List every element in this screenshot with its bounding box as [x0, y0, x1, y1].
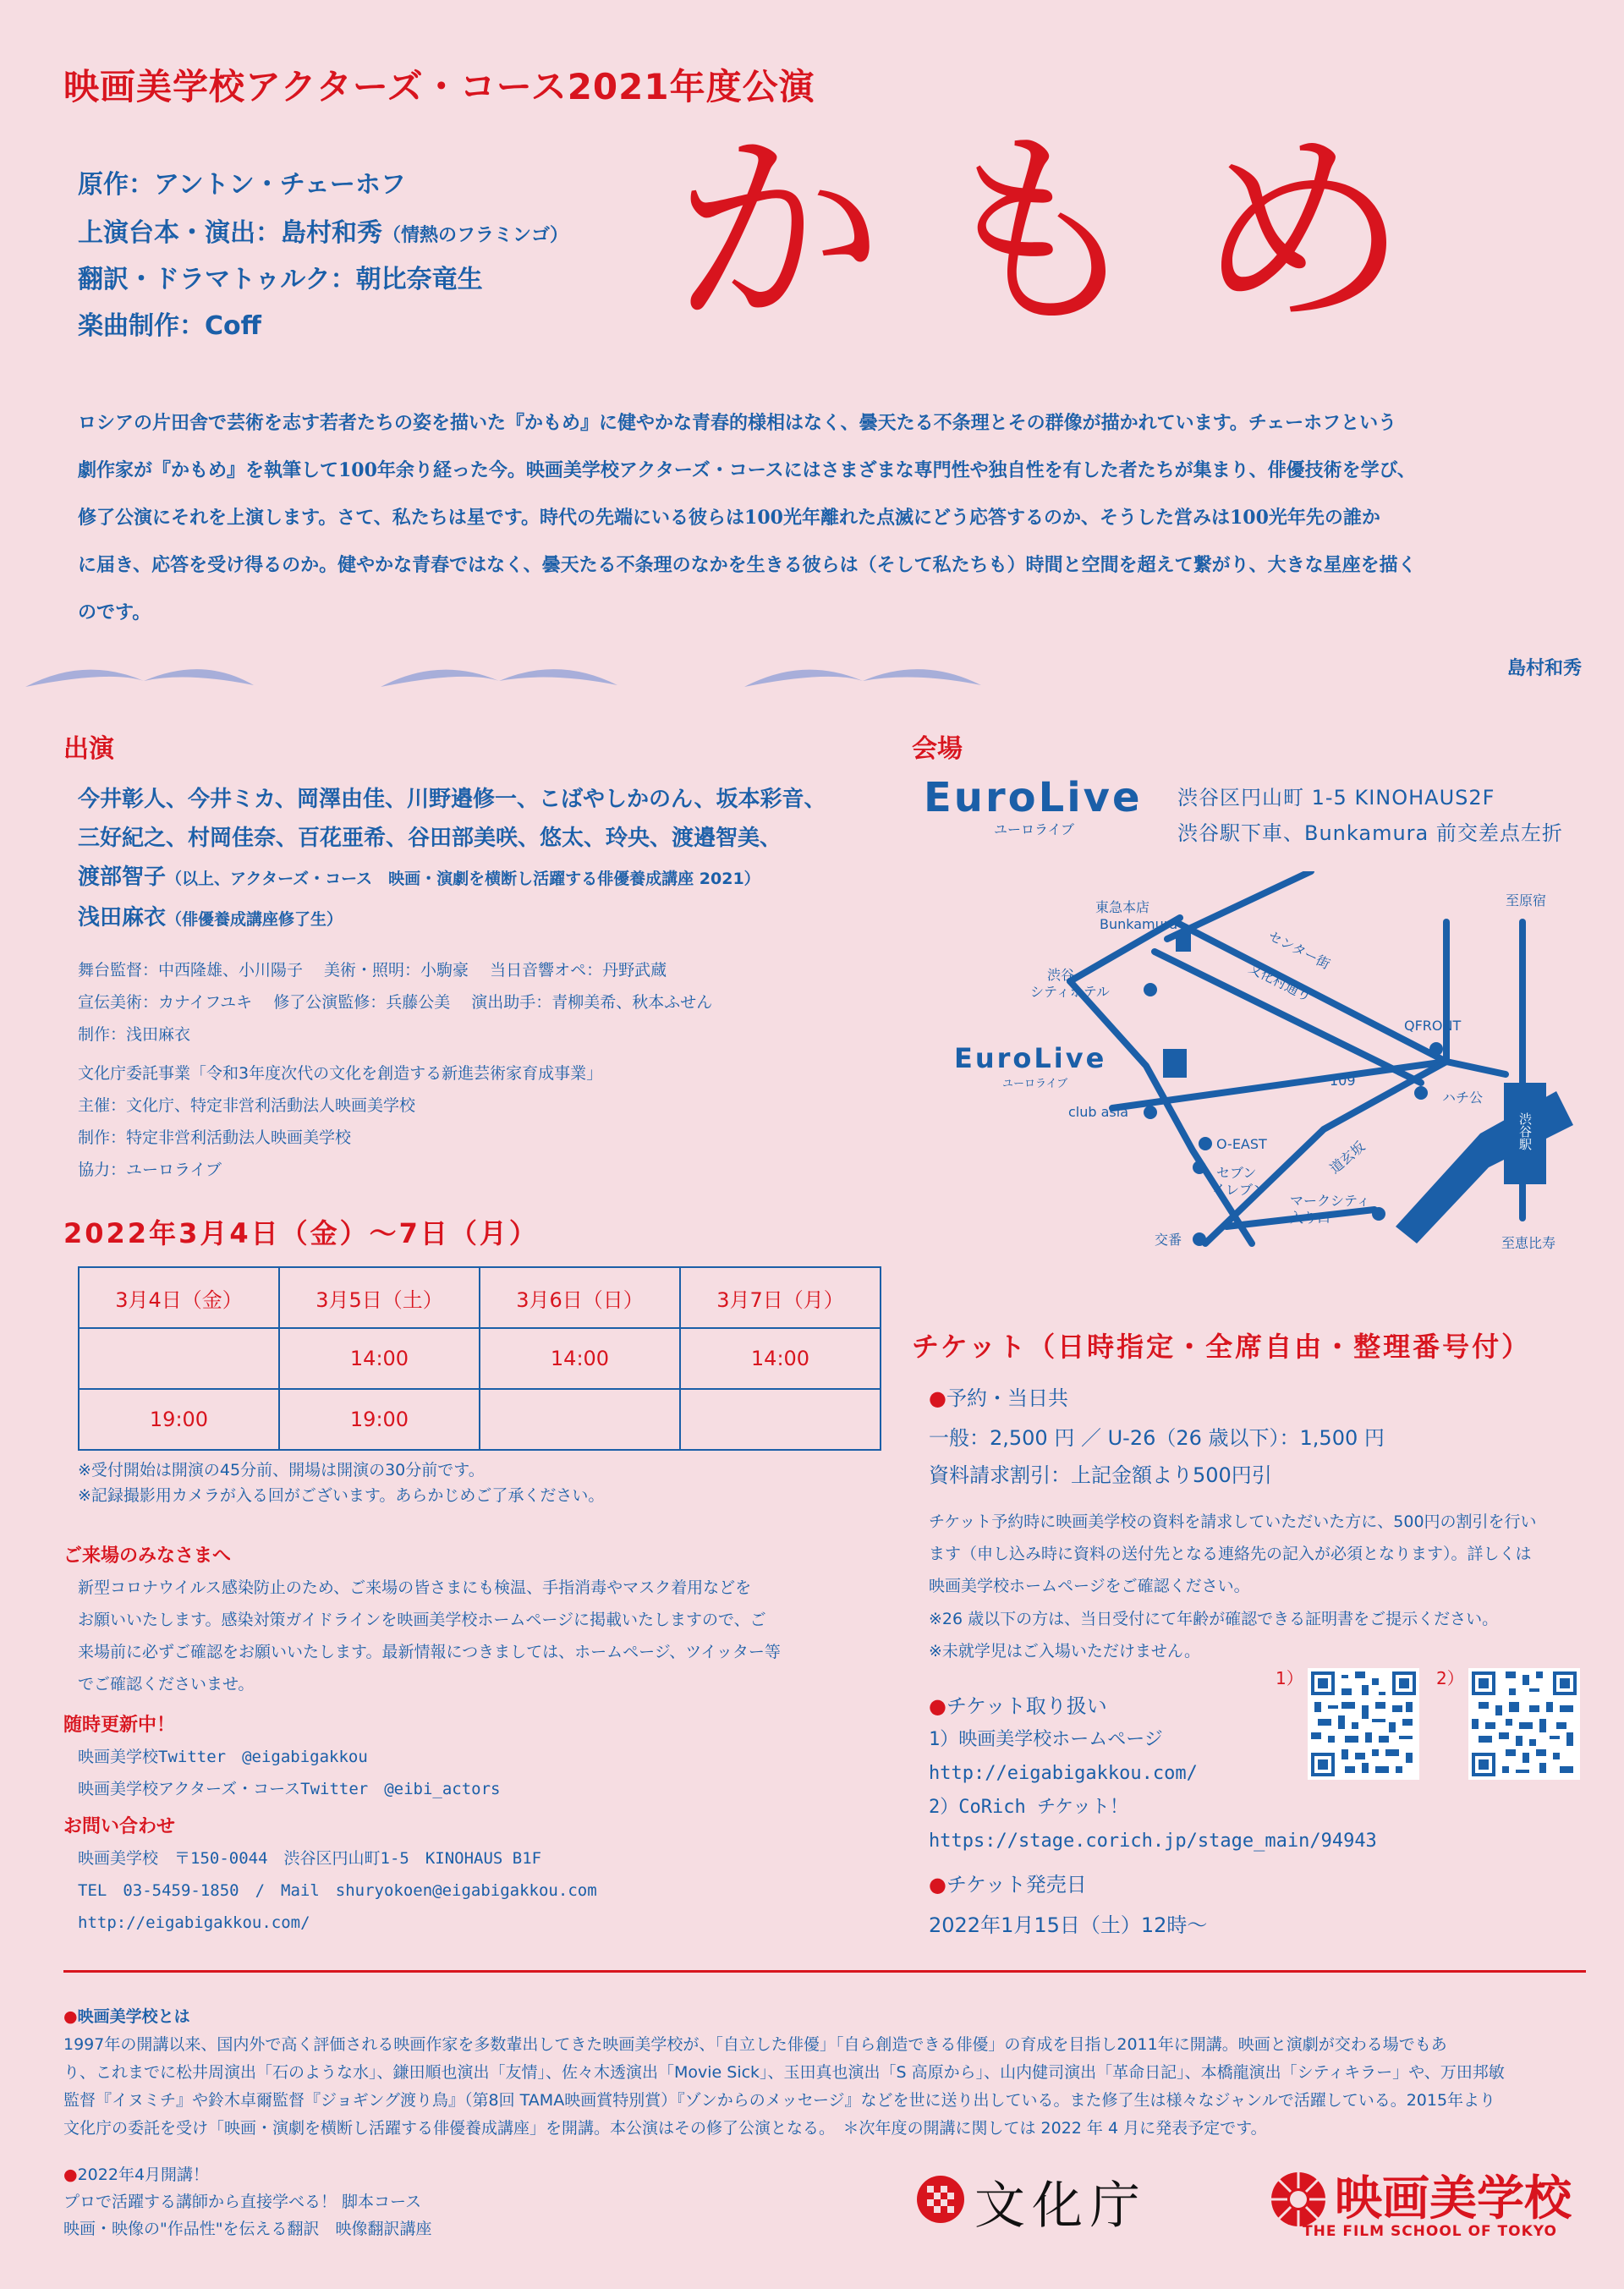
ticket-discount-text: 映画美学校ホームページをご確認ください。 — [929, 1577, 1250, 1595]
visitors-line: 新型コロナウイルス感染防止のため、ご来場の皆さまにも検温、手指消毒やマスク着用などを — [78, 1578, 752, 1597]
school-logo-mark — [1269, 2170, 1328, 2229]
ticket-sub1: ●予約・当日共 — [929, 1386, 1068, 1410]
course-open-label: ●2022年4月開講！ — [63, 2165, 210, 2184]
schedule-cell: 19:00 — [79, 1389, 279, 1450]
map-road — [1112, 1062, 1446, 1108]
map-point — [1144, 983, 1157, 996]
schedule-date: 3月5日（土） — [279, 1267, 480, 1328]
venue-address — [1177, 780, 1563, 851]
twitter-link[interactable]: 映画美学校Twitter @eigabigakkou — [78, 1748, 368, 1766]
visitors-line: 来場前に必ずご確認をお願いいたします。最新情報につきましては、ホームページ、ツイッター等 — [78, 1643, 781, 1661]
map-label: ハチ公 — [1442, 1090, 1484, 1106]
qr-label-2: 2） — [1436, 1668, 1464, 1688]
performance-dates: 2022年3月4日（金）〜7日（月） — [63, 1217, 539, 1249]
credit-translation: 翻訳・ドラマトゥルク：朝比奈竜生 — [78, 265, 483, 294]
bullet-icon: ● — [929, 1386, 946, 1410]
schedule-notes — [78, 1457, 604, 1508]
qr-code-1[interactable] — [1308, 1668, 1419, 1780]
bullet-icon: ● — [929, 1873, 946, 1897]
map-label: Bunkamura — [1100, 916, 1178, 932]
map-label: センター街 — [1265, 927, 1333, 973]
schedule-date: 3月4日（金） — [79, 1267, 279, 1328]
map-eurolive-kana: ユーロライブ — [1002, 1078, 1068, 1090]
contact-url[interactable]: http://eigabigakkou.com/ — [78, 1913, 310, 1932]
ticket-discount-line: 資料請求割引：上記金額より500円引 — [929, 1463, 1272, 1487]
play-title: かもめ — [672, 109, 1459, 355]
handling-url[interactable]: https://stage.corich.jp/stage_main/94943 — [929, 1831, 1377, 1852]
schedule-cell: 19:00 — [279, 1389, 480, 1450]
intro-line: に届き、応答を受け得るのか。健やかな青春ではなく、曇天たる不条理のなかを生きる彼らは（そして私たちも）時間と空間を超えて繋がり、大きな星座を描く — [78, 554, 1417, 576]
eurolive-marker — [1163, 1049, 1187, 1078]
agency-logo: 文化庁 — [974, 2176, 1147, 2236]
map-label: 至原宿 — [1506, 892, 1547, 908]
ticket-sub2: ●チケット取り扱い — [929, 1694, 1107, 1718]
intro-line: 劇作家が『かもめ』を執筆して100年余り経った今。映画美学校アクターズ・コースにはさまざまな専門性や独自性を有した者たちが集まり、俳優技術を学び、 — [78, 459, 1416, 481]
contact-address: 映画美学校 〒150-0044 渋谷区円山町1-5 KINOHAUS B1F — [78, 1849, 542, 1868]
map-road — [1446, 1062, 1506, 1074]
ticket-sub3: ●チケット発売日 — [929, 1873, 1087, 1897]
schedule-row — [79, 1389, 881, 1450]
map-road — [1155, 952, 1421, 1083]
staff-line: 宣伝美術：カナイフユキ 修了公演監修：兵藤公美 演出助手：青柳美希、秋本ふせん — [78, 993, 713, 1012]
visitors-heading: ご来場のみなさまへ — [63, 1545, 232, 1567]
ticket-notes — [929, 1603, 1498, 1667]
seagull-wings-decoration — [25, 651, 998, 711]
map-label: イレブン — [1212, 1182, 1266, 1198]
intro-line: 修了公演にそれを上演します。さて、私たちは星です。時代の先端にいる彼らは100光年離れた点滅にどう応答するのか、そうした営みは100光年先の誰か — [78, 507, 1380, 529]
map-label: 渋谷 — [1047, 967, 1075, 983]
intro-text — [78, 399, 1588, 636]
school-heading: ●映画美学校とは — [63, 2007, 190, 2026]
credit-director: 上演台本・演出：島村和秀（情熱のフラミンゴ） — [78, 218, 569, 248]
course-ad-line: プロで活躍する講師から直接学べる！ 脚本コース — [63, 2193, 422, 2211]
cast-line: 渡部智子（以上、アクターズ・コース 映画・演劇を横断し活躍する俳優養成講座 2021） — [78, 865, 760, 890]
venue-heading: 会場 — [912, 734, 963, 764]
visitors-text — [78, 1572, 781, 1700]
bullet-icon: ● — [63, 2165, 78, 2184]
map-label: 至恵比寿 — [1501, 1235, 1556, 1251]
event-header: 映画美学校アクターズ・コース2021年度公演 — [63, 66, 815, 107]
ticket-discount-detail — [929, 1506, 1537, 1602]
map-label: 109 — [1330, 1073, 1356, 1089]
map-point — [1414, 1086, 1428, 1100]
schedule-cell — [79, 1328, 279, 1389]
handling-item: 1）映画美学校ホームページ — [929, 1729, 1163, 1750]
org-list — [78, 1057, 602, 1186]
intro-author: 島村和秀 — [1506, 657, 1582, 679]
ticket-release: 2022年1月15日（土）12時〜 — [929, 1913, 1208, 1937]
bullet-icon: ● — [929, 1694, 946, 1718]
map-label: セブン — [1216, 1165, 1257, 1181]
contact-heading: お問い合わせ — [63, 1816, 176, 1837]
ticket-price-line: 一般：2,500 円 ／ U-26（26 歳以下）：1,500 円 — [929, 1426, 1385, 1450]
schedule-cell: 14:00 — [279, 1328, 480, 1389]
course-ads — [63, 2161, 431, 2242]
org-line: 文化庁委託事業「令和3年度次代の文化を創造する新進芸術家育成事業」 — [78, 1064, 603, 1083]
school-line: 1997年の開講以来、国内外で高く評価される映画作家を多数輩出してきた映画美学校が、「自立した俳優」「自ら創造できる俳優」の育成を目指し2011年に開講。映画と演劇が交わる場でもあ — [63, 2035, 1447, 2054]
map-label: 交番 — [1155, 1232, 1182, 1248]
schedule-date: 3月7日（月） — [680, 1267, 881, 1328]
map-point — [1429, 1042, 1443, 1056]
schedule-note: ※受付開始は開演の45分前、開場は開演の30分前です。 — [78, 1461, 485, 1479]
map-label: シティホテル — [1030, 984, 1110, 1000]
schedule-row — [79, 1328, 881, 1389]
map-label: 東急本店 — [1095, 899, 1150, 915]
updates-heading: 随時更新中！ — [63, 1715, 176, 1736]
school-line: 監督『イヌミチ』や鈴木卓爾監督『ジョギング渡り鳥』（第8回 TAMA映画賞特別賞）『ゾンからのメッセージ』などを世に送り出している。また修了生は様々なジャンルで活躍している。2015年より — [63, 2091, 1496, 2110]
map-label: マークシティ — [1290, 1193, 1370, 1209]
org-line: 主催：文化庁、特定非営利活動法人映画美学校 — [78, 1096, 416, 1115]
updates-list — [78, 1741, 501, 1805]
ticket-note: ※26 歳以下の方は、当日受付にて年齢が確認できる証明書をご提示ください。 — [929, 1610, 1499, 1628]
map-road — [1167, 871, 1311, 939]
bunkamura-marker — [1176, 932, 1191, 952]
station-block — [1396, 1091, 1573, 1243]
map-label: 入り口 — [1290, 1210, 1331, 1226]
handling-url[interactable]: http://eigabigakkou.com/ — [929, 1763, 1198, 1784]
contact-tel-mail[interactable]: TEL 03-5459-1850 / Mail shuryokoen@eigabigakkou.com — [78, 1881, 597, 1900]
eurolive-logo-kana: ユーロライブ — [994, 821, 1075, 837]
intro-line: ロシアの片田舎で芸術を志す若者たちの姿を描いた『かもめ』に健やかな青春的様相はなく、曇天たる不条理とその群像が描かれています。チェーホフという — [78, 412, 1397, 434]
handling-item: 2）CoRich チケット！ — [929, 1797, 1128, 1818]
schedule-table — [78, 1266, 881, 1451]
intro-line: のです。 — [78, 601, 151, 623]
ticket-prices — [929, 1419, 1385, 1494]
staff-line: 制作：浅田麻衣 — [78, 1025, 191, 1044]
schedule-cell — [680, 1389, 881, 1450]
school-line: 文化庁の委託を受け「映画・演劇を横断し活躍する俳優養成講座」を開講。本公演はその修了公演となる。 ＊次年度の開講に関しては 2022 年 4 月に発表予定です。 — [63, 2119, 1267, 2138]
venue-directions: 渋谷駅下車、Bunkamura 前交差点左折 — [1177, 821, 1563, 845]
org-line: 制作：特定非営利活動法人映画美学校 — [78, 1128, 352, 1147]
ticket-note: ※未就学児はご入場いただけません。 — [929, 1642, 1201, 1660]
map-point — [1193, 1161, 1206, 1174]
map-point — [1193, 1232, 1206, 1246]
map-label: 文化村通り — [1246, 959, 1314, 1005]
school-about — [63, 2003, 1586, 2143]
map-point — [1144, 1106, 1157, 1119]
school-line: り、これまでに松井周演出「石のような水」、鎌田順也演出「友情」、佐々木透演出「Movie Sick」、玉田真也演出「S 高原から」、山内健司演出「革命日記」、本橋龍演出「シティキラー」や、万田邦敏 — [63, 2063, 1505, 2082]
map-point — [1372, 1207, 1385, 1221]
staff-list — [78, 954, 712, 1051]
agency-logo-mark — [915, 2174, 966, 2225]
schedule-header-row — [79, 1267, 881, 1328]
venue-address-line: 渋谷区円山町 1-5 KINOHAUS2F — [1177, 786, 1495, 810]
bullet-icon: ● — [63, 2007, 78, 2026]
credit-music: 楽曲制作：Coff — [78, 311, 261, 341]
map-label: QFRONT — [1404, 1018, 1462, 1034]
org-line: 協力：ユーロライブ — [78, 1161, 222, 1179]
visitors-line: お願いいたします。感染対策ガイドラインを映画美学校ホームページに掲載いたしますので、ご — [78, 1611, 766, 1629]
visitors-line: でご確認くださいませ。 — [78, 1675, 255, 1693]
cast-heading: 出演 — [63, 734, 114, 764]
staff-line: 舞台監督：中西隆雄、小川陽子 美術・照明：小駒豪 当日音響オペ：丹野武蔵 — [78, 961, 667, 980]
qr-label-1: 1） — [1276, 1668, 1303, 1688]
cast-list — [78, 780, 826, 939]
schedule-cell — [480, 1389, 680, 1450]
school-logo: 映画美学校 — [1335, 2171, 1572, 2226]
cast-line: 今井彰人、今井ミカ、岡澤由佳、川野邉修一、こばやしかのん、坂本彩音、 — [78, 787, 826, 812]
eurolive-logo: EuroLive — [924, 774, 1143, 821]
map-label: O-EAST — [1216, 1136, 1267, 1152]
map-label: 渋谷駅 — [1517, 1112, 1533, 1150]
credit-original: 原作：アントン・チェーホフ — [78, 170, 406, 200]
map-label: 道玄坂 — [1326, 1138, 1369, 1177]
ticket-heading: チケット（日時指定・全席自由・整理番号付） — [912, 1331, 1532, 1363]
cast-line: 浅田麻衣（俳優養成講座修了生） — [78, 905, 343, 930]
map-point — [1199, 1137, 1212, 1150]
map-eurolive-logo: EuroLive — [954, 1042, 1107, 1074]
twitter-link[interactable]: 映画美学校アクターズ・コースTwitter @eibi_actors — [78, 1780, 501, 1798]
school-logo-en: THE FILM SCHOOL OF TOKYO — [1303, 2223, 1557, 2240]
section-divider — [63, 1970, 1586, 1973]
schedule-date: 3月6日（日） — [480, 1267, 680, 1328]
ticket-discount-text: ます（申し込み時に資料の送付先となる連絡先の記入が必須となります）。詳しくは — [929, 1545, 1532, 1563]
qr-code-2[interactable] — [1468, 1668, 1580, 1780]
cast-line: 三好紀之、村岡佳奈、百花亜希、谷田部美咲、悠太、玲央、渡邉智美、 — [78, 826, 782, 851]
contact-info — [78, 1842, 597, 1939]
schedule-cell: 14:00 — [680, 1328, 881, 1389]
ticket-discount-text: チケット予約時に映画美学校の資料を請求していただいた方に、500円の割引を行い — [929, 1512, 1537, 1531]
schedule-note: ※記録撮影用カメラが入る回がございます。あらかじめご了承ください。 — [78, 1486, 605, 1505]
schedule-cell: 14:00 — [480, 1328, 680, 1389]
course-ad-line: 映画・映像の"作品性"を伝える翻訳 映像翻訳講座 — [63, 2220, 432, 2238]
map-label: club asia — [1068, 1104, 1129, 1120]
